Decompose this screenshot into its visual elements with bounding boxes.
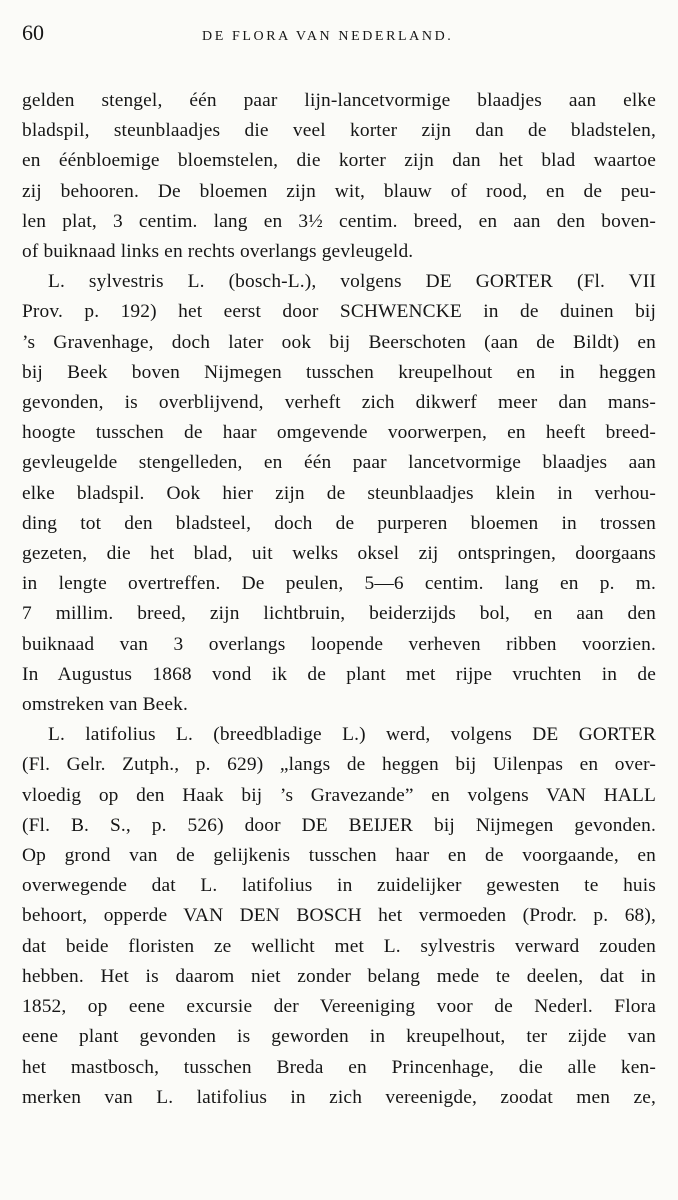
text-line: (Fl. Gelr. Zutph., p. 629) „langs de heggen bij Uilenpas en over- <box>22 754 656 776</box>
text-line: ’s Gravenhage, doch later ook bij Beerschoten (aan de Bildt) en <box>22 331 656 353</box>
text-line: of buiknaad links en rechts overlangs gevleugeld. <box>22 241 414 263</box>
running-head: DE FLORA VAN NEDERLAND. <box>202 29 454 44</box>
text-line: Prov. p. 192) het eerst door SCHWENCKE in de duinen bij <box>22 301 656 323</box>
page-number: 60 <box>22 20 44 45</box>
text-line: gelden stengel, één paar lijn-lancetvormige blaadjes aan elke <box>22 90 656 111</box>
paragraph-lathyrus-sylvestris <box>22 267 656 720</box>
text-line: buiknaad van 3 overlangs loopende verheven ribben voorzien. <box>22 633 656 655</box>
text-line: 1852, op eene excursie der Vereeniging voor de Nederl. Flora <box>22 996 656 1018</box>
text-line: het mastbosch, tusschen Breda en Princenhage, die alle ken- <box>22 1056 656 1078</box>
text-line: zij behooren. De bloemen zijn wit, blauw of rood, en de peu- <box>22 180 656 202</box>
text-line: gezeten, die het blad, uit welks oksel zij ontspringen, doorgaans <box>22 543 656 565</box>
text-line: gevonden, is overblijvend, verheft zich dikwerf meer dan mans- <box>22 392 656 414</box>
text-line: hoogte tusschen de haar omgevende voorwerpen, en heeft breed- <box>22 422 656 444</box>
text-line: In Augustus 1868 vond ik de plant met rijpe vruchten in de <box>22 663 656 685</box>
text-line: dat beide floristen ze wellicht met L. sylvestris verward zouden <box>22 935 656 957</box>
page-header <box>22 20 656 48</box>
paragraph-lathyrus-latifolius <box>22 720 656 1113</box>
body-text <box>22 86 656 1113</box>
text-line: gevleugelde stengelleden, en één paar lancetvormige blaadjes aan <box>22 452 656 474</box>
text-line: in lengte overtreffen. De peulen, 5—6 centim. lang en p. m. <box>22 573 656 595</box>
text-line: merken van L. latifolius in zich vereenigde, zoodat men ze, <box>22 1086 656 1108</box>
text-line: omstreken van Beek. <box>22 694 189 716</box>
text-line: L. sylvestris L. (bosch-L.), volgens DE GORTER (Fl. VII <box>48 271 656 293</box>
text-line: elke bladspil. Ook hier zijn de steunblaadjes klein in verhou- <box>22 482 656 504</box>
text-line: L. latifolius L. (breedbladige L.) werd, volgens DE GORTER <box>48 724 656 746</box>
text-line: len plat, 3 centim. lang en 3½ centim. breed, en aan den boven- <box>22 210 656 232</box>
text-line: hebben. Het is daarom niet zonder belang mede te deelen, dat in <box>22 965 656 987</box>
text-line: 7 millim. breed, zijn lichtbruin, beiderzijds bol, en aan den <box>22 603 656 625</box>
text-line: vloedig op den Haak bij ’s Gravezande” en volgens VAN HALL <box>22 784 656 806</box>
text-line: ding tot den bladsteel, doch de purperen bloemen in trossen <box>22 512 656 534</box>
text-line: (Fl. B. S., p. 526) door DE BEIJER bij Nijmegen gevonden. <box>22 814 656 836</box>
text-line: eene plant gevonden is geworden in kreupelhout, ter zijde van <box>22 1026 656 1048</box>
paragraph-lathyrus-description <box>22 86 656 267</box>
text-line: Op grond van de gelijkenis tusschen haar en de voorgaande, en <box>22 845 656 867</box>
text-line: overwegende dat L. latifolius in zuidelijker gewesten te huis <box>22 875 656 897</box>
text-line: behoort, opperde VAN DEN BOSCH het vermoeden (Prodr. p. 68), <box>22 905 656 927</box>
text-line: en éénbloemige bloemstelen, die korter zijn dan het blad waartoe <box>22 150 656 172</box>
text-line: bladspil, steunblaadjes die veel korter zijn dan de bladstelen, <box>22 120 656 142</box>
text-line: bij Beek boven Nijmegen tusschen kreupelhout en in heggen <box>22 361 656 383</box>
